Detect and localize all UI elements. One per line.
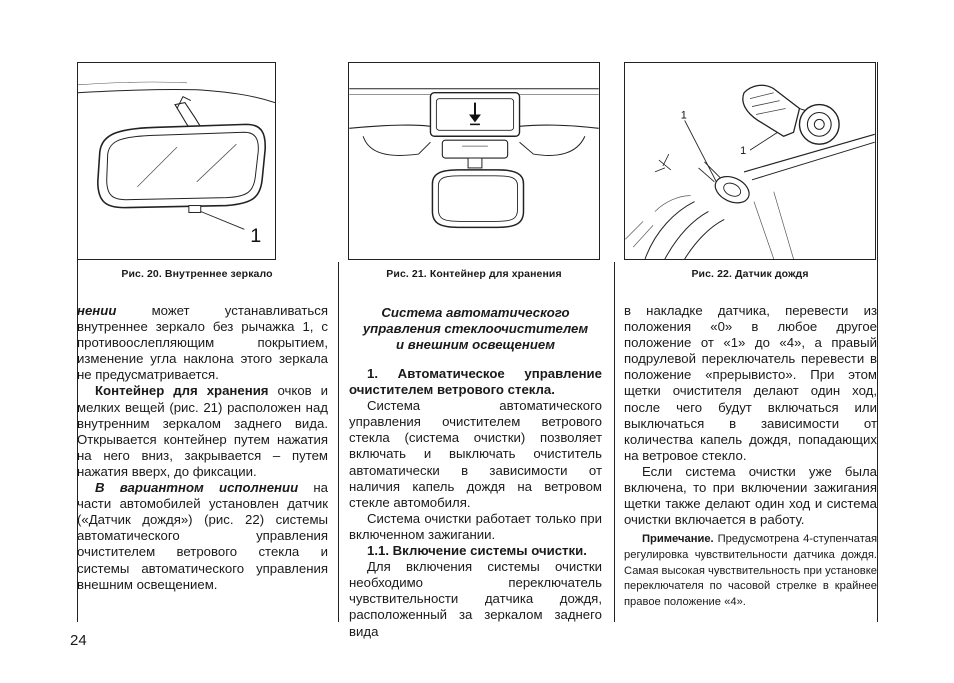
paragraph	[77, 480, 328, 593]
inline-term: нении	[77, 303, 117, 318]
subsection-heading: 1. Автоматическое управление очистителем ветрового стекла.	[349, 366, 602, 398]
figure-callout: 1	[680, 109, 687, 122]
paragraph: в накладке датчика, перевести из положения «0» в любое другое положение от «1» до «4», а правый подрулевой переключатель перевести в положение «прерывисто». При этом щетки очистителя делают один ход, после чего будут включаться или выключаться в зависимости от количества капель дождя, попадающих на ветровое стекло.	[624, 303, 877, 463]
inline-term: Контейнер для хранения	[95, 383, 269, 399]
paragraph	[77, 303, 328, 383]
figure-interior-mirror	[77, 62, 276, 260]
note-label: Примечание.	[642, 533, 714, 546]
paragraph: Система очистки работает только при включенном зажигании.	[349, 510, 602, 542]
paragraph-text: очков и мелких вещей (рис. 21) расположен над внутренним зеркалом заднего вида. Открывается контейнер путем нажатия на него вниз, закрывается – путем нажатия вверх, до фиксации.	[77, 383, 328, 479]
rain-sensor-drawing	[625, 63, 875, 259]
paragraph	[77, 383, 328, 480]
text-column-3	[624, 303, 877, 610]
paragraph: Если система очистки уже была включена, то при включении зажигания щетки также делают один ход и система очистки включается в работу.	[624, 463, 877, 528]
section-heading-line: Система автоматического	[381, 305, 570, 320]
figure-storage-container	[348, 62, 600, 260]
paragraph-text: на части автомобилей установлен датчик («Датчик дождя») (рис. 22) системы автоматического управления очистителем ветрового стекла и системы автоматического управления внешним освещением.	[77, 480, 328, 592]
column-rule-right	[877, 62, 878, 622]
text-column-2	[349, 303, 602, 640]
column-rule-mid1	[338, 262, 339, 622]
page-number: 24	[70, 632, 87, 649]
column-rule-mid2	[614, 262, 615, 622]
figure-caption: Рис. 21. Контейнер для хранения	[386, 268, 562, 280]
storage-container-drawing	[349, 63, 599, 259]
inline-term: В вариантном исполнении	[95, 480, 299, 496]
figure-caption: Рис. 22. Датчик дождя	[691, 268, 809, 280]
paragraph: Для включения системы очистки необходимо переключатель чувствительности датчика дождя, расположенный за зеркалом заднего вида	[349, 559, 602, 639]
paragraph-text: может устанавливаться внутреннее зеркало без рычажка 1, с противоослепляющим покрытием, изменение угла наклона этого зеркала не предусматривается.	[77, 303, 328, 383]
figure-callout: 1	[740, 145, 747, 158]
subsection-heading: 1.1. Включение системы очистки.	[367, 543, 587, 559]
note	[624, 532, 877, 610]
interior-mirror-drawing	[78, 63, 275, 259]
figure-rain-sensor	[624, 62, 876, 260]
section-heading-line: и внешним освещением	[396, 337, 555, 352]
text-column-1	[77, 303, 328, 593]
figure-caption: Рис. 20. Внутреннее зеркало	[121, 268, 273, 280]
figure-callout: 1	[250, 225, 262, 248]
paragraph: Система автоматического управления очистителем ветрового стекла (система очистки) позволяет включать и выключать очиститель автоматически в зависимости от наличия капель дождя на ветровом стекле автомобиля.	[349, 398, 602, 510]
section-heading-line: управления стеклоочистителем	[362, 321, 589, 336]
note-text: Предусмотрена 4-ступенчатая регулировка чувствительности датчика дождя. Самая высокая чувствительность при установке переключателя по часовой стрелке в крайнее правое положение «4».	[624, 533, 877, 608]
section-heading	[349, 305, 602, 353]
